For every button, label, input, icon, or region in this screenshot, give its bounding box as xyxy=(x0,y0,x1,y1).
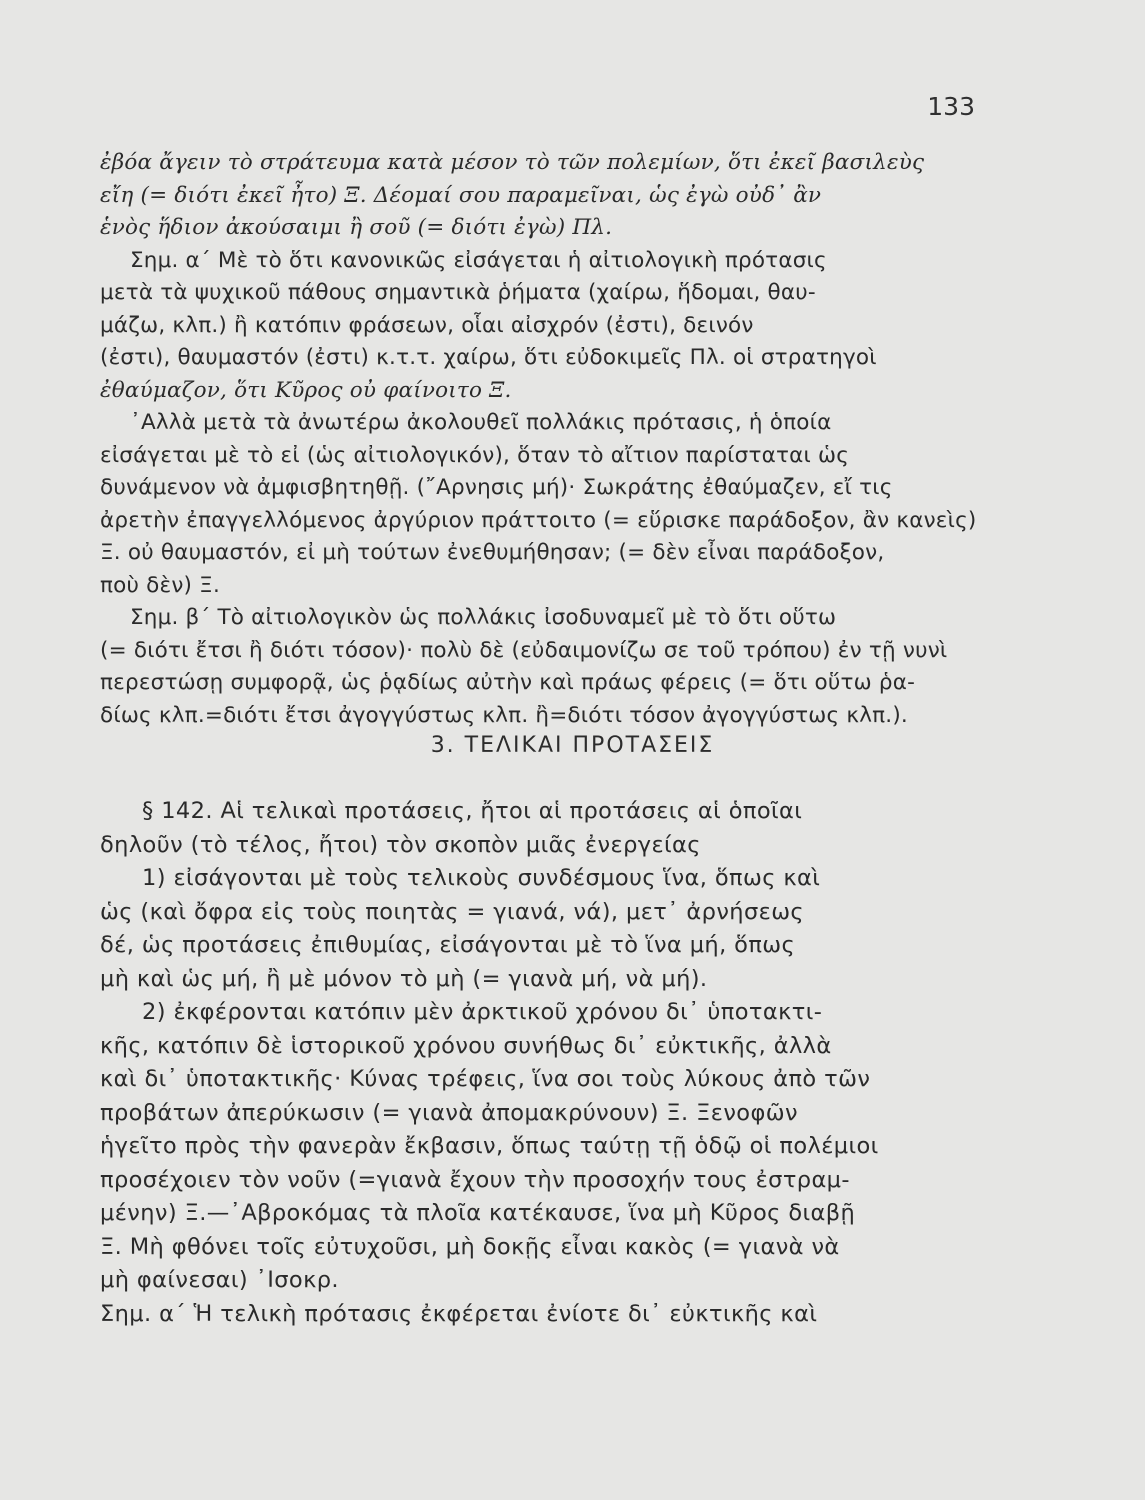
text-line: (= διότι ἔτσι ἢ διότι τόσον)· πολὺ δὲ (εὐδαιμονίζω σε τοῦ τρόπου) ἐν τῇ νυνὶ xyxy=(100,637,948,663)
text-line: μάζω, κλπ.) ἢ κατόπιν φράσεων, οἷαι αἰσχρόν (ἐστι), δεινόν xyxy=(100,312,754,338)
text-line: ἑνὸς ἥδιον ἀκούσαιμι ἢ σοῦ (= διότι ἐγὼ) Πλ. xyxy=(100,215,613,240)
text-line: μὴ καὶ ὡς μή, ἢ μὲ μόνον τὸ μὴ (= γιανὰ μή, νὰ μή). xyxy=(100,965,708,992)
text-line: εἰσάγεται μὲ τὸ εἰ (ὡς αἰτιολογικόν), ὅταν τὸ αἴτιον παρίσταται ὡς xyxy=(100,442,850,468)
text-line: δυνάμενον νὰ ἀμφισβητηθῇ. (῎Αρνησις μή)· Σωκράτης ἐθαύμαζεν, εἴ τις xyxy=(100,475,893,500)
note-line: Σημ. α΄ Ἡ τελικὴ πρότασις ἐκφέρεται ἐνίοτε δι᾽ εὐκτικῆς καὶ xyxy=(100,1300,818,1327)
text-line: Ξ. Μὴ φθόνει τοῖς εὐτυχοῦσι, μὴ δοκῇς εἶναι κακὸς (= γιανὰ νὰ xyxy=(100,1233,840,1260)
text-line: περεστώσῃ συμφορᾷ, ὡς ῥᾳδίως αὐτὴν καὶ πράως φέρεις (= ὅτι οὕτω ῥα- xyxy=(100,670,916,695)
text-line: (ἐστι), θαυμαστόν (ἐστι) κ.τ.τ. χαίρω, ὅτι εὐδοκιμεῖς Πλ. οἱ στρατηγοὶ xyxy=(100,345,877,370)
text-line: εἴη (= διότι ἐκεῖ ἦτο) Ξ. Δέομαί σου παραμεῖναι, ὡς ἐγὼ οὐδ᾽ ἂν xyxy=(100,182,822,208)
text-line: μένην) Ξ.—᾿Αβροκόμας τὰ πλοῖα κατέκαυσε, ἵνα μὴ Κῦρος διαβῇ xyxy=(100,1200,856,1226)
text-line: ἀρετὴν ἐπαγγελλόμενος ἀργύριον πράττοιτο (= εὕρισκε παράδοξον, ἂν κανεὶς) xyxy=(100,507,977,533)
text-line: μὴ φαίνεσαι) ᾿Ισοκρ. xyxy=(100,1267,339,1293)
text-line: μετὰ τὰ ψυχικοῦ πάθους σημαντικὰ ῥήματα (χαίρω, ἥδομαι, θαυ- xyxy=(100,280,816,305)
text-line: κῆς, κατόπιν δὲ ἱστορικοῦ χρόνου συνήθως δι᾽ εὐκτικῆς, ἀλλὰ xyxy=(100,1032,832,1059)
paragraph-line: § 142. Αἱ τελικαὶ προτάσεις, ἤτοι αἱ προτάσεις αἱ ὁποῖαι xyxy=(142,798,803,824)
text-line: 1) εἰσάγονται μὲ τοὺς τελικοὺς συνδέσμους ἵνα, ὅπως καὶ xyxy=(142,865,821,891)
text-line: δέ, ὡς προτάσεις ἐπιθυμίας, εἰσάγονται μὲ τὸ ἵνα μή, ὅπως xyxy=(100,932,796,958)
text-line: καὶ δι᾽ ὑποτακτικῆς· Κύνας τρέφεις, ἵνα σοι τοὺς λύκους ἀπὸ τῶν xyxy=(100,1066,871,1092)
text-line: ἡγεῖτο πρὸς τὴν φανερὰν ἔκβασιν, ὅπως ταύτῃ τῇ ὁδῷ οἱ πολέμιοι xyxy=(100,1133,879,1159)
text-line: ἐβόα ἄγειν τὸ στράτευμα κατὰ μέσον τὸ τῶν πολεμίων, ὅτι ἐκεῖ βασιλεὺς xyxy=(100,150,925,175)
text-line: ὡς (καὶ ὄφρα εἰς τοὺς ποιητὰς = γιανά, νά), μετ᾽ ἀρνήσεως xyxy=(100,898,805,925)
final-clauses-text xyxy=(100,795,980,1331)
causal-clauses-text xyxy=(100,147,980,732)
section-heading: 3. ΤΕΛΙΚΑΙ ΠΡΟΤΑΣΕΙΣ xyxy=(430,733,715,758)
text-line: 2) ἐκφέρονται κατόπιν μὲν ἀρκτικοῦ χρόνου δι᾽ ὑποτακτι- xyxy=(142,999,823,1025)
text-line: δηλοῦν (τὸ τέλος, ἤτοι) τὸν σκοπὸν μιᾶς ἐνεργείας xyxy=(100,831,701,858)
text-line: προσέχοιεν τὸν νοῦν (=γιανὰ ἔχουν τὴν προσοχήν τους ἐστραμ- xyxy=(100,1166,850,1193)
text-line: δίως κλπ.=διότι ἔτσι ἀγογγύστως κλπ. ἢ=διότι τόσον ἀγογγύστως κλπ.). xyxy=(100,702,908,728)
text-line: ἐθαύμαζον, ὅτι Κῦρος οὐ φαίνοιτο Ξ. xyxy=(100,377,512,403)
note-line: Σημ. α΄ Μὲ τὸ ὅτι κανονικῶς εἰσάγεται ἡ αἰτιολογικὴ πρότασις xyxy=(130,247,827,273)
text-line: ποὺ δὲν) Ξ. xyxy=(100,572,220,598)
text-line: προβάτων ἀπερύκωσιν (= γιανὰ ἀπομακρύνουν) Ξ. Ξενοφῶν xyxy=(100,1099,798,1126)
text-line: Ξ. οὐ θαυμαστόν, εἰ μὴ τούτων ἐνεθυμήθησαν; (= δὲν εἶναι παράδοξον, xyxy=(100,540,885,565)
text-line: ᾿Αλλὰ μετὰ τὰ ἀνωτέρω ἀκολουθεῖ πολλάκις πρότασις, ἡ ὁποία xyxy=(130,410,832,435)
page-number: 133 xyxy=(927,92,975,121)
note-line: Σημ. β΄ Τὸ αἰτιολογικὸν ὡς πολλάκις ἰσοδυναμεῖ μὲ τὸ ὅτι οὕτω xyxy=(130,605,837,630)
